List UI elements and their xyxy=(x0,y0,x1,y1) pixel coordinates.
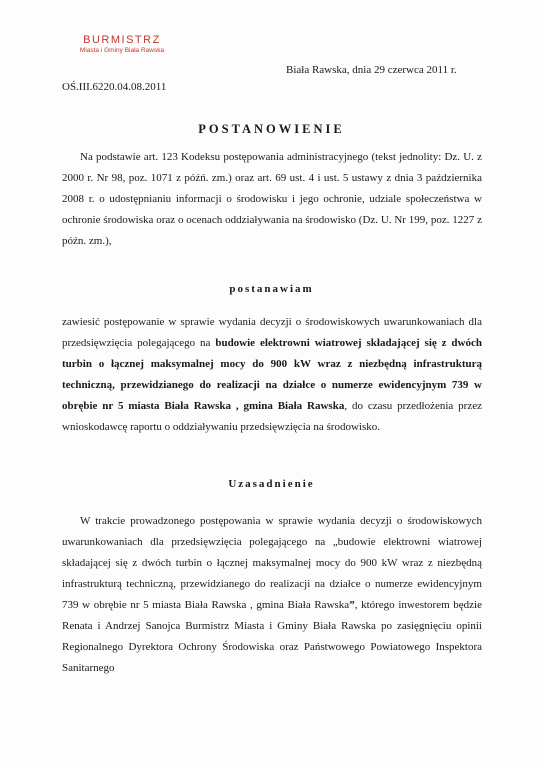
stamp-title: BURMISTRZ xyxy=(83,34,161,46)
decision-heading: postanawiam xyxy=(229,283,314,295)
reference-number: OŚ.III.6220.04.08.2011 xyxy=(62,81,167,93)
place-and-date: Biała Rawska, dnia 29 czerwca 2011 r. xyxy=(286,64,457,76)
document-title: POSTANOWIENIE xyxy=(198,122,345,136)
justification-quote-mark: ” xyxy=(349,599,355,611)
stamp-subtitle: Miasta i Gminy Biała Rawska xyxy=(79,47,165,54)
justification-paragraph xyxy=(62,511,482,679)
legal-basis-paragraph: Na podstawie art. 123 Kodeksu postępowania administracyjnego (tekst jednolity: Dz. U. z 2000 r. Nr 98, poz. 1071 z późń. zm.) oraz art. 69 ust. 4 i ust. 5 ustawy z dnia 3 października 2008 r. o udostępnianiu informacji o środowisku i jego ochronie, udziale społeczeństwa w ochronie środowiska oraz o ocenach oddziaływania na środowisko (Dz. U. Nr 199, poz. 1227 z późn. zm.), xyxy=(62,151,482,247)
justification-text-start: W trakcie prowadzonego postępowania w sprawie wydania decyzji o środowiskowych uwarunkowaniach dla przedsięwzięcia polegającego na „budowie elektrowni wiatrowej składającej się z dwóch turbin o łącznej maksymalnej mocy do 900 kW wraz z niezbędną infrastrukturą techniczną, przewidzianego do realizacji na działce o numerze ewidencyjnym 739 w obrębie nr 5 miasta Biała Rawska , gmina Biała Rawska xyxy=(62,515,482,611)
decision-text-end: , do czasu przedłożenia przez wnioskodawcę raportu o oddziaływaniu przedsięwzięcia na środowisko. xyxy=(62,400,482,433)
decision-text-bold: budowie elektrowni wiatrowej składającej się z dwóch turbin o łącznej maksymalnej mocy do 900 kW wraz z niezbędną infrastrukturą techniczną, przewidzianego do realizacji na działce o numerze ewidencyjnym 739 w obrębie nr 5 miasta Biała Rawska , gmina Biała Rawska xyxy=(62,337,482,412)
decision-paragraph xyxy=(62,312,482,438)
justification-text-end: , którego inwestorem będzie Renata i Andrzej Sanojca Burmistrz Miasta i Gminy Biała Rawska po zasięgnięciu opinii Regionalnego Dyrektora Ochrony Środowiska oraz Państwowego Powiatowego Inspektora Sanitarnego xyxy=(62,599,482,674)
justification-heading: Uzasadnienie xyxy=(228,478,315,490)
decision-text-start: zawiesić postępowanie w sprawie wydania decyzji o środowiskowych uwarunkowaniach dla przedsięwzięcia polegającego na xyxy=(62,316,482,349)
issuer-stamp xyxy=(62,34,182,54)
